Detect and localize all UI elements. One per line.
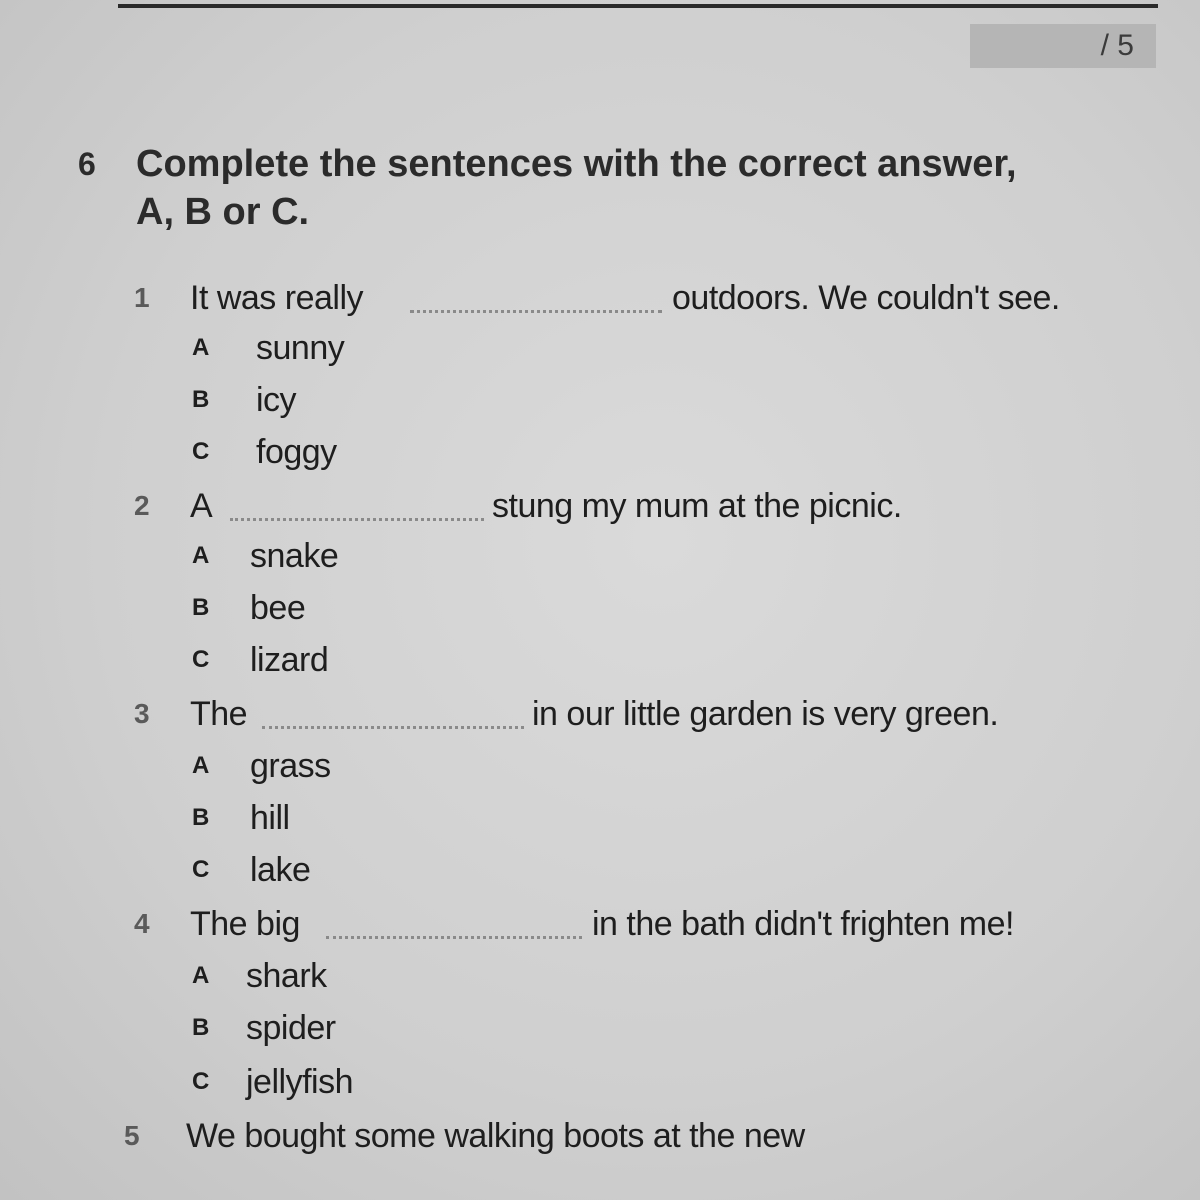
option-2c[interactable] xyxy=(0,638,1200,682)
option-text: spider xyxy=(246,1009,336,1047)
question-number: 4 xyxy=(134,908,150,939)
question-5 xyxy=(0,1114,1200,1158)
option-letter: C xyxy=(192,1068,210,1095)
question-text-before: The xyxy=(190,695,248,733)
question-number: 2 xyxy=(134,490,150,521)
option-text: icy xyxy=(256,381,297,419)
option-letter: B xyxy=(192,594,210,621)
option-text: bee xyxy=(250,589,306,627)
option-text: sunny xyxy=(256,329,345,367)
answer-blank[interactable] xyxy=(410,276,662,313)
question-text-before: It was really xyxy=(190,279,363,317)
option-2a[interactable] xyxy=(0,534,1200,578)
option-letter: C xyxy=(192,856,210,883)
question-number: 5 xyxy=(124,1120,140,1151)
option-3b[interactable] xyxy=(0,796,1200,840)
option-letter: B xyxy=(192,386,210,413)
option-text: snake xyxy=(250,537,339,575)
option-4b[interactable] xyxy=(0,1006,1200,1050)
exercise-number: 6 xyxy=(78,146,96,182)
option-3a[interactable] xyxy=(0,744,1200,788)
score-label: / 5 xyxy=(1100,29,1134,62)
option-4a[interactable] xyxy=(0,954,1200,998)
option-2b[interactable] xyxy=(0,586,1200,630)
option-letter: B xyxy=(192,804,210,831)
option-letter: A xyxy=(192,962,210,989)
question-1 xyxy=(0,276,1200,320)
question-text-before: A xyxy=(190,487,213,525)
question-text-after: in the bath didn't frighten me! xyxy=(592,905,1014,943)
option-text: lake xyxy=(250,851,311,889)
question-3 xyxy=(0,692,1200,736)
option-text: lizard xyxy=(250,641,329,679)
question-number: 3 xyxy=(134,698,150,729)
answer-blank[interactable] xyxy=(230,484,484,521)
score-box xyxy=(970,24,1156,68)
instructions-line-2: A, B or C. xyxy=(136,191,310,233)
question-number: 1 xyxy=(134,282,150,313)
answer-blank[interactable] xyxy=(326,902,582,939)
option-1a[interactable] xyxy=(0,326,1200,370)
option-text: shark xyxy=(246,957,327,995)
option-text: grass xyxy=(250,747,331,785)
option-text: foggy xyxy=(256,433,337,471)
question-4 xyxy=(0,902,1200,946)
option-1b[interactable] xyxy=(0,378,1200,422)
question-text-after: stung my mum at the picnic. xyxy=(492,487,902,525)
option-letter: B xyxy=(192,1014,210,1041)
option-3c[interactable] xyxy=(0,848,1200,892)
option-letter: C xyxy=(192,646,210,673)
answer-blank[interactable] xyxy=(262,692,524,729)
instructions-line-1: Complete the sentences with the correct answer, xyxy=(136,143,1017,185)
option-letter: C xyxy=(192,438,210,465)
option-letter: A xyxy=(192,334,210,361)
top-divider xyxy=(118,4,1158,8)
question-text-after: in our little garden is very green. xyxy=(532,695,999,733)
question-2 xyxy=(0,484,1200,528)
exercise-instructions xyxy=(136,140,1196,236)
option-text: hill xyxy=(250,799,290,837)
question-text-after: outdoors. We couldn't see. xyxy=(672,279,1060,317)
option-letter: A xyxy=(192,542,210,569)
option-4c[interactable] xyxy=(0,1060,1200,1104)
question-text-before: We bought some walking boots at the new xyxy=(186,1117,805,1155)
option-1c[interactable] xyxy=(0,430,1200,474)
question-text-before: The big xyxy=(190,905,300,943)
option-letter: A xyxy=(192,752,210,779)
option-text: jellyfish xyxy=(246,1063,353,1101)
